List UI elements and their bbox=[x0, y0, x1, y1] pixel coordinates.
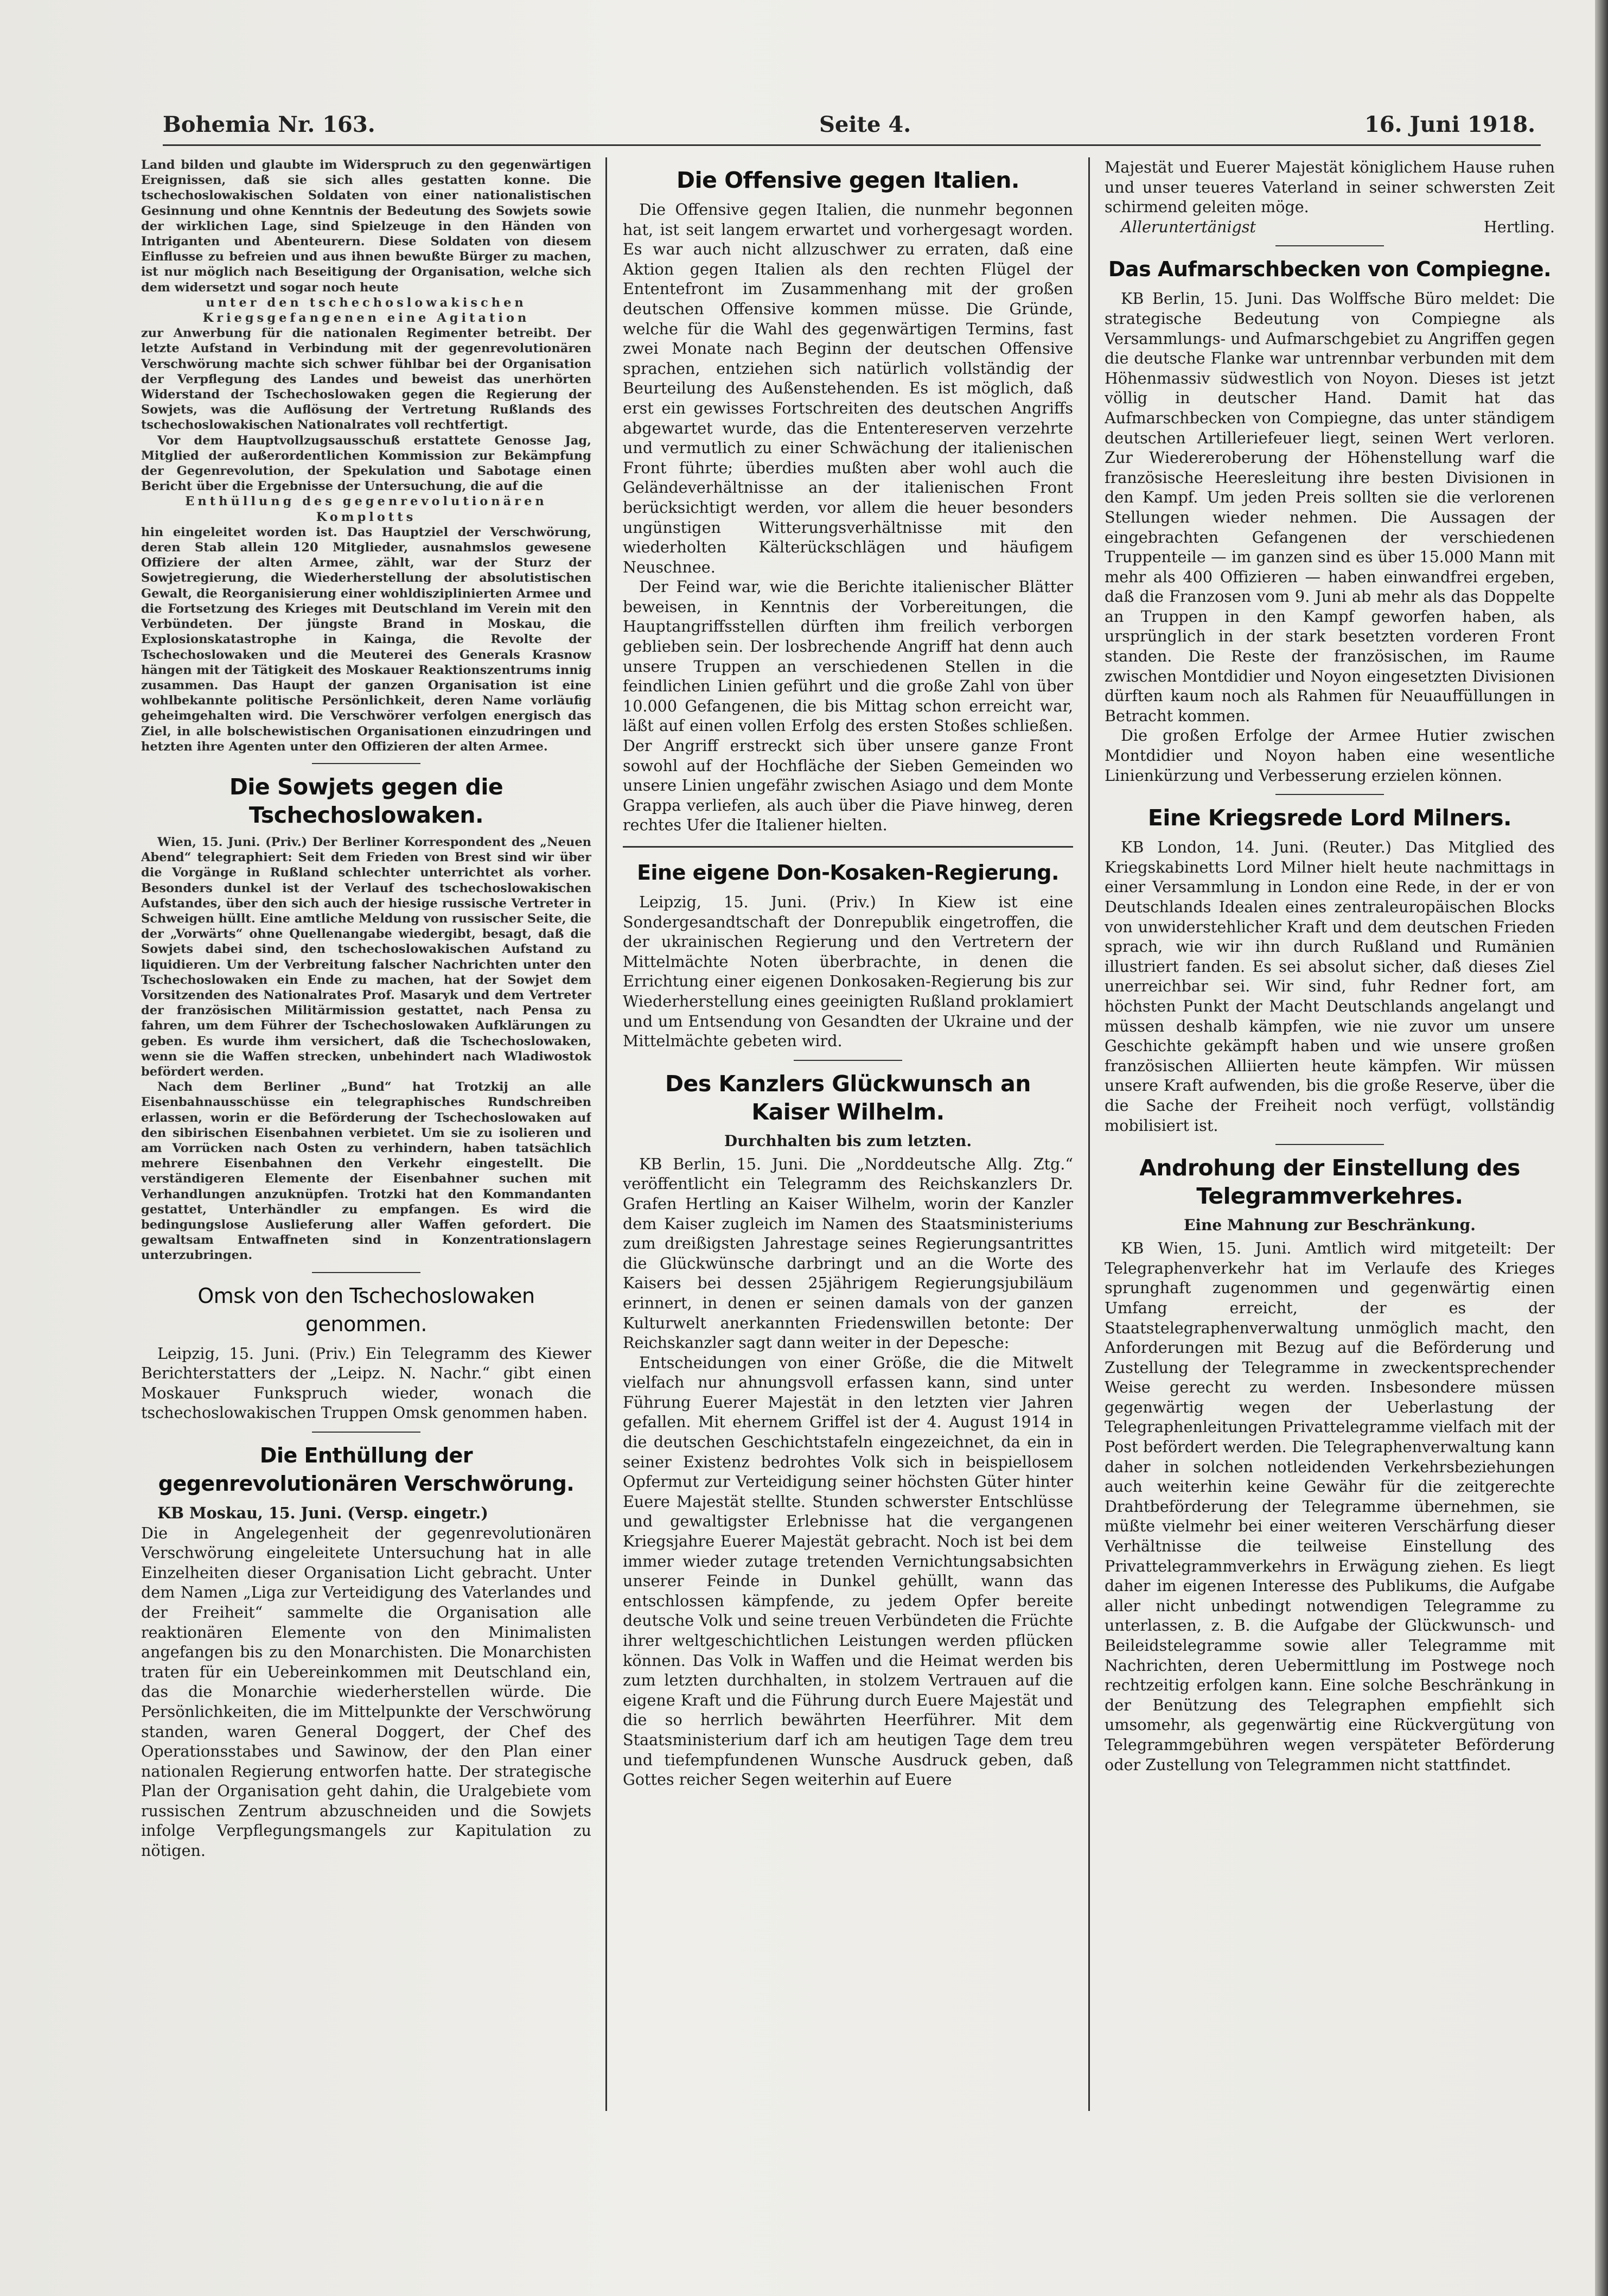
article-separator bbox=[312, 1272, 420, 1273]
signoff-name: Hertling. bbox=[1483, 217, 1555, 236]
article-separator bbox=[1275, 245, 1384, 246]
article-separator bbox=[1275, 794, 1384, 795]
signoff bbox=[1105, 217, 1555, 237]
article-sowjets: Wien, 15. Juni. (Priv.) Der Berliner Korrespondent des „Neuen Abend“ telegraphiert: Seit dem Frieden von Brest sind wir über die Vorgänge in Rußland schlechter unterrichtet als vorher. Besonders dunkel ist der Verlauf des tschechoslowakischen Aufstandes, über den sich auch der hiesige russische Vertreter in Schweigen hüllt. Eine amtliche Meldung von russischer Seite, die der „Vorwärts“ ohne Quellenangabe wiedergibt, besagt, daß die Sowjets dabei sind, den tschechoslowakischen Aufstand zu liquidieren. Um der Verbreitung falscher Nachrichten unter den Tschechoslowaken ein Ende zu machen, hat der Sowjet dem Vorsitzenden des Nationalrates Prof. Masaryk und dem Vertreter der französischen Militärmission gestattet, nach Pensa zu fahren, um dem Führer der Tschechoslowaken Aufklärungen zu geben. Es wurde ihm versichert, daß die Tschechoslowaken, wenn sie die Waffen strecken, unbehindert nach Wladiwostok befördert werden. Nach dem Berliner „Bund“ hat Trotzkij an alle Eisenbahnausschüsse ein telegraphisches Rundschreiben erlassen, worin er die Beförderung der Tschechoslowaken auf den sibirischen Eisenbahnen verbietet. Um sie zu isolieren und am Vorrücken nach Osten zu verhindern, haben tatsächlich mehrere Eisenbahnen den Verkehr eingestellt. Die verständigeren Elemente der Eisenbahner suchen mit Verhandlungen anzuknüpfen. Trotzki hat den Kommandanten gestattet, Unterhändler zu empfangen. Es wird die bedingungslose Auslieferung aller Waffen gefordert. Die gewaltsam Entwaffneten sind in Konzentrationslagern unterzubringen. bbox=[141, 835, 591, 1263]
headline-offensive: Die Offensive gegen Italien. bbox=[677, 167, 1019, 193]
article-omsk: Leipzig, 15. Juni. (Priv.) Ein Telegramm des Kiewer Berichterstatters der „Leipz. N. Nachr.“ gibt einen Moskauer Funkspruch wieder, wonach die tschechoslowakischen Truppen Omsk genommen haben. bbox=[141, 1344, 591, 1422]
headline-enthuellung: Die Enthüllung der gegenrevolutionären Verschwörung. bbox=[158, 1443, 575, 1496]
headline-omsk: Omsk von den Tschechoslowaken genommen. bbox=[197, 1283, 535, 1336]
issue-date: 16. Juni 1918. bbox=[1364, 112, 1535, 137]
article-milner: KB London, 14. Juni. (Reuter.) Das Mitglied des Kriegskabinetts Lord Milner hielt heute nachmittags in einer Versammlung in London eine Rede, in der er von Deutschlands Idealen eines zentraleuropäischen Blocks von unwiderstehlicher Kraft und dem deutschen Frieden sprach, wie wir ihn durch Rußland und Rumänien illustriert fanden. Es sei absolut sicher, daß dieses Ziel unerreichbar sei. Wir sind, fuhr Redner fort, am höchsten Punkt der Macht Deutschlands angelangt und müssen deshalb kämpfen, wie nie zuvor um unsere Geschichte gekämpft haben und wie unsere großen französischen Alliierten heute kämpfen. Wir müssen unsere Kraft aufwenden, bis die große Reserve, über die die Sache der Freiheit noch verfügt, vollständig mobilisiert ist. bbox=[1105, 838, 1555, 1135]
headline-kanzler: Des Kanzlers Glückwunsch an Kaiser Wilhelm. bbox=[665, 1070, 1031, 1125]
section-rule bbox=[623, 846, 1073, 848]
column-divider bbox=[605, 157, 607, 2111]
article-kanzler-p1: KB Berlin, 15. Juni. Die „Norddeutsche Allg. Ztg.“ veröffentlicht ein Telegramm des Reichskanzlers Dr. Grafen Hertling an Kaiser Wilhelm, worin der Kanzler dem Kaiser zugleich im Namen des Staatsministeriums zum dreißigsten Jahrestage seines Regierungsantrittes die Glückwünsche darbringt und an die Worte des Kaisers bei dessen 25jährigem Regierungsjubiläum erinnert, in denen er seinen damals von der ganzen Kulturwelt anerkannten Friedenswillen betonte: Der Reichskanzler sagt dann weiter in der Depesche: bbox=[623, 1154, 1073, 1352]
page-header bbox=[163, 112, 1535, 144]
article-separator bbox=[312, 1432, 420, 1433]
page-number: Seite 4. bbox=[819, 112, 911, 137]
dateline: KB Moskau, 15. Juni. (Versp. eingetr.) bbox=[157, 1503, 488, 1522]
column-3 bbox=[1105, 157, 1555, 2122]
signoff-closing: Alleruntertänigst bbox=[1121, 217, 1256, 236]
issue-label: Bohemia Nr. 163. bbox=[163, 112, 375, 137]
headline-kosaken: Eine eigene Don-Kosaken-Regierung. bbox=[637, 861, 1059, 885]
article-kanzler-continuation: Majestät und Euerer Majestät königlichem Hause ruhen und unser teueres Vaterland in seiner schwersten Zeit schirmend geleiten möge. bbox=[1105, 158, 1555, 217]
article-compiegne-p2: Die großen Erfolge der Armee Hutier zwischen Montdidier und Noyon haben eine wesentliche Linienkürzung und Verbesserung erzielen können. bbox=[1105, 726, 1555, 785]
article-offensive-p1: Die Offensive gegen Italien, die nunmehr begonnen hat, ist seit langem erwartet und vorhergesagt worden. Es war auch nicht allzuschwer zu erraten, daß eine Aktion gegen Italien als den rechten Flügel der Ententefront im Zusammenhang mit der großen deutschen Offensive kommen müsse. Die Gründe, welche für die Wahl des gegenwärtigen Termins, fast zwei Monate nach Beginn der deutschen Offensive sprachen, entziehen sich natürlich vollständig der Beurteilung des Außenstehenden. Es ist möglich, daß erst ein gewisses Fortschreiten des deutschen Angriffs abgewartet wurde, das die Ententereserven verzehrte und vermutlich zu einer Schwächung der italienischen Front führte; überdies mußten aber wohl auch die Geländeverhältnisse an der italienischen Front berücksichtigt werden, vor allem die heuer besonders ungünstigen Witterungsverhältnisse mit den wiederholten Kälterückschlägen und häufigem Neuschnee. bbox=[623, 200, 1073, 576]
article-enthuellung: Die in Angelegenheit der gegenrevolutionären Verschwörung eingeleitete Untersuchung hat in alle Einzelheiten dieser Organisation Licht gebracht. Unter dem Namen „Liga zur Verteidigung des Vaterlandes und der Freiheit“ sammelte die Organisation alle reaktionären Elemente von den Minimalisten angefangen bis zu den Monarchisten. Die Monarchisten traten für ein Uebereinkommen mit Deutschland ein, das die Monarchie wiederherstellen würde. Die Persönlichkeiten, die im Mittelpunkte der Verschwörung standen, waren General Doggert, der Chef des Operationsstabes und Sawinow, der den Plan einer nationalen Regierung entworfen hatte. Der strategische Plan der Organisation geht dahin, die Uralgebiete vom russischen Zentrum abzuschneiden und die Sowjets infolge Verpflegungsmangels zur Kapitulation zu nötigen. bbox=[141, 1523, 591, 1860]
article-separator bbox=[794, 1060, 902, 1061]
column-1 bbox=[141, 157, 591, 2122]
article-kanzler-p2: Entscheidungen von einer Größe, die die Mitwelt vielfach nur ahnungsvoll erfassen kann, sind unter Führung Euerer Majestät in den letzten vier Jahren gefallen. Mit ehernem Griffel ist der 4. August 1914 in die deutschen Geschichtstafeln eingezeichnet, da ein in seiner Existenz bedrohtes Volk sich in beispiellosem Opfermut zur Verteidigung seiner höchsten Güter hinter Euere Majestät stellte. Stunden schwerster Entschlüsse und gewaltigster Erlebnisse hat die vergangenen Kriegsjahre Euerer Majestät gebracht. Noch ist bei dem immer wieder zutage tretenden Vernichtungsabsichten unserer Feinde in Dunkel gehüllt, wann das entschlossen kämpfende, zu jedem Opfer bereite deutsche Volk und seine treuen Verbündeten die Früchte ihrer weltgeschichtlichen Leistungen werden pflücken können. Das Volk in Waffen und die Heimat werden bis zum letzten durchhalten, in stolzem Vertrauen auf die eigene Kraft und die Führung durch Euere Majestät und die so herrlich bewährten Heerführer. Mit dem Staatsministerium darf ich am heutigen Tage dem treu und tiefempfundenen Wunsche Ausdruck geben, daß Gottes reicher Segen weiterhin auf Euere bbox=[623, 1353, 1073, 1789]
header-rule bbox=[163, 144, 1541, 146]
subheadline-kanzler: Durchhalten bis zum letzten. bbox=[724, 1131, 972, 1150]
article-telegramm: KB Wien, 15. Juni. Amtlich wird mitgeteilt: Der Telegraphenverkehr hat im Verlaufe des Krieges sprunghaft zugenommen und gegenwärtig einen Umfang erreicht, der es der Staatstelegraphenverwaltung unmöglich macht, den Anforderungen mit Bezug auf die Beförderung und Zustellung der Telegramme in zweckentsprechender Weise gerecht zu werden. Insbesondere müssen gegenwärtig wegen der Ueberlastung der Telegraphenleitungen Privattelegramme vielfach mit der Post befördert werden. Die Telegraphenverwaltung kann daher in solchen notleidenden Verkehrsbeziehungen auch weiterhin keine Gewähr für die zeitgerechte Drahtbeförderung der Telegramme übernehmen, sie müßte vielmehr bei einer weiteren Verschärfung dieser Verhältnisse die teilweise Einstellung des Privattelegrammverkehrs in Erwägung ziehen. Es liegt daher im eigenen Interesse des Publikums, die Aufgabe aller nicht unbedingt notwendigen Telegramme zu unterlassen, z. B. die Aufgabe der Glückwunsch- und Beileidstelegramme sowie aller Telegramme mit Nachrichten, deren Uebermittlung im Postwege noch rechtzeitig erfolgen kann. Eine solche Beschränkung in der Benützung des Telegraphen empfiehlt sich umsomehr, als gegenwärtig eine Rückvergütung von Telegrammgebühren wegen verspäteter Beförderung oder Zustellung von Telegrammen nicht stattfindet. bbox=[1105, 1239, 1555, 1774]
headline-sowjets: Die Sowjets gegen die Tschechoslowaken. bbox=[229, 773, 503, 828]
article-continuation: Land bilden und glaubte im Widerspruch zu den gegenwärtigen Ereignissen, daß sie sich alles gestatten konne. Die tschechoslowakischen Soldaten von einer nationalistischen Gesinnung und ohne Kenntnis der Bedeutung des Sowjets sowie der wirklichen Lage, sind Spielzeuge in den Händen von Intriganten und Abenteurern. Diese Soldaten von diesem Einflusse zu befreien und aus ihnen bewußte Bürger zu machen, ist nur möglich nach Beseitigung der Organisation, welche sich dem widersetzt und sogar noch heute unter den tschechoslowakischen Kriegsgefangenen eine Agitation zur Anwerbung für die nationalen Regimenter betreibt. Der letzte Aufstand in Verbindung mit der gegenrevolutionären Verschwörung machte sich schwer fühlbar bei der Organisation der Verpflegung des Landes und beweist das unerhörten Widerstand der Tschechoslowaken gegen die Regierung der Sowjets, was die Auflösung der Vertretung Rußlands des tschechoslowakischen Nationalrates voll rechtfertigt. Vor dem Hauptvollzugsausschuß erstattete Genosse Jag, Mitglied der außerordentlichen Kommission zur Bekämpfung der Gegenrevolution, der Spekulation und Sabotage einen Bericht über die Ergebnisse der Untersuchung, die auf die Enthüllung des gegenrevolutionären Komplotts hin eingeleitet worden ist. Das Hauptziel der Verschwörung, deren Stab allein 120 Mitglieder, ausnahmslos gewesene Offiziere der alten Armee, zählt, war der Sturz der Sowjetregierung, die Wiederherstellung der absolutistischen Gewalt, die Reorganisierung einer wohldisziplinierten Armee und die Fortsetzung des Krieges mit Deutschland im Verein mit den Verbündeten. Der jüngste Brand in Moskau, die Explosionskatastrophe in Kainga, die Revolte der Tschechoslowaken und die Meuterei des Generals Krasnow hängen mit der Tätigkeit des Moskauer Reaktionszentrums innig zusammen. Das Haupt der ganzen Organisation ist eine wohlbekannte politische Persönlichkeit, deren Name vorläufig geheimgehalten wird. Die Verschwörer verfolgen energisch das Ziel, in alle bolschewistischen Organisationen einzudringen und hetzten ihre Agenten unter den Offizieren der alten Armee. bbox=[141, 158, 591, 754]
page-binding-edge bbox=[1595, 0, 1608, 2296]
article-offensive-p2: Der Feind war, wie die Berichte italienischer Blätter beweisen, in Kenntnis der Vorbereitungen, die Hauptangriffsstellen dürften ihm freilich verborgen geblieben sein. Der losbrechende Angriff hat denn auch unsere Truppen an verschiedenen Stellen in die feindlichen Linien geführt und die große Zahl von über 10.000 Gefangenen, die bis Mittag schon erreicht war, läßt auf einen vollen Erfolg des ersten Stoßes schließen. Der Angriff erstreckt sich über unsere ganze Front sowohl auf der Hochfläche der Sieben Gemeinden wo unsere Linien ungefähr zwischen Asiago und dem Monte Grappa verliefen, als auch über die Piave hinweg, deren rechtes Ufer die Italiener hielten. bbox=[623, 577, 1073, 835]
headline-telegramm: Androhung der Einstellung des Telegrammverkehres. bbox=[1139, 1155, 1520, 1210]
column-2 bbox=[623, 157, 1073, 2122]
article-separator bbox=[1275, 1144, 1384, 1145]
headline-milner: Eine Kriegsrede Lord Milners. bbox=[1147, 805, 1512, 831]
headline-compiegne: Das Aufmarschbecken von Compiegne. bbox=[1108, 257, 1552, 282]
article-compiegne-p1: KB Berlin, 15. Juni. Das Wolffsche Büro meldet: Die strategische Bedeutung von Compiegne als Versammlungs- und Aufmarschgebiet zu Angriffen gegen die deutsche Flanke war untrennbar verbunden mit dem Höhenmassiv südwestlich von Noyon. Dieses ist jetzt völlig in deutscher Hand. Damit hat das Aufmarschbecken von Compiegne, das unter ständigem deutschen Artilleriefeuer liegt, seinen Wert verloren. Zur Wiedereroberung der Höhenstellung warf die französische Heeresleitung ihre besten Divisionen in den Kampf. Um jeden Preis sollten sie die verlorenen Stellungen wieder nehmen. Die Aussagen der eingebrachten Gefangenen der verschiedenen Truppenteile — im ganzen sind es über 15.000 Mann mit mehr als 400 Offizieren — haben einwandfrei ergeben, daß die Franzosen vom 9. Juni ab mehr als das Doppelte an Truppen in den Kampf geworfen haben, als ursprünglich in der stark besetzten vorderen Front standen. Die Reste der französischen, im Raume zwischen Montdidier und Noyon eingesetzten Divisionen dürften kaum noch als Rahmen für Neuauffüllungen in Betracht kommen. bbox=[1105, 289, 1555, 725]
article-kosaken: Leipzig, 15. Juni. (Priv.) In Kiew ist eine Sondergesandtschaft der Donrepublik eingetroffen, die der ukrainischen Regierung und den Vertretern der Mittelmächte Noten überbrachte, in denen die Errichtung einer eigenen Donkosaken-Regierung bis zur Wiederherstellung eines geeinigten Rußland proklamiert und um Entsendung von Gesandten der Ukraine und der Mittelmächte gebeten wird. bbox=[623, 893, 1073, 1051]
article-separator bbox=[312, 763, 420, 764]
column-divider bbox=[1088, 157, 1090, 2111]
subheadline-telegramm: Eine Mahnung zur Beschränkung. bbox=[1184, 1216, 1476, 1235]
